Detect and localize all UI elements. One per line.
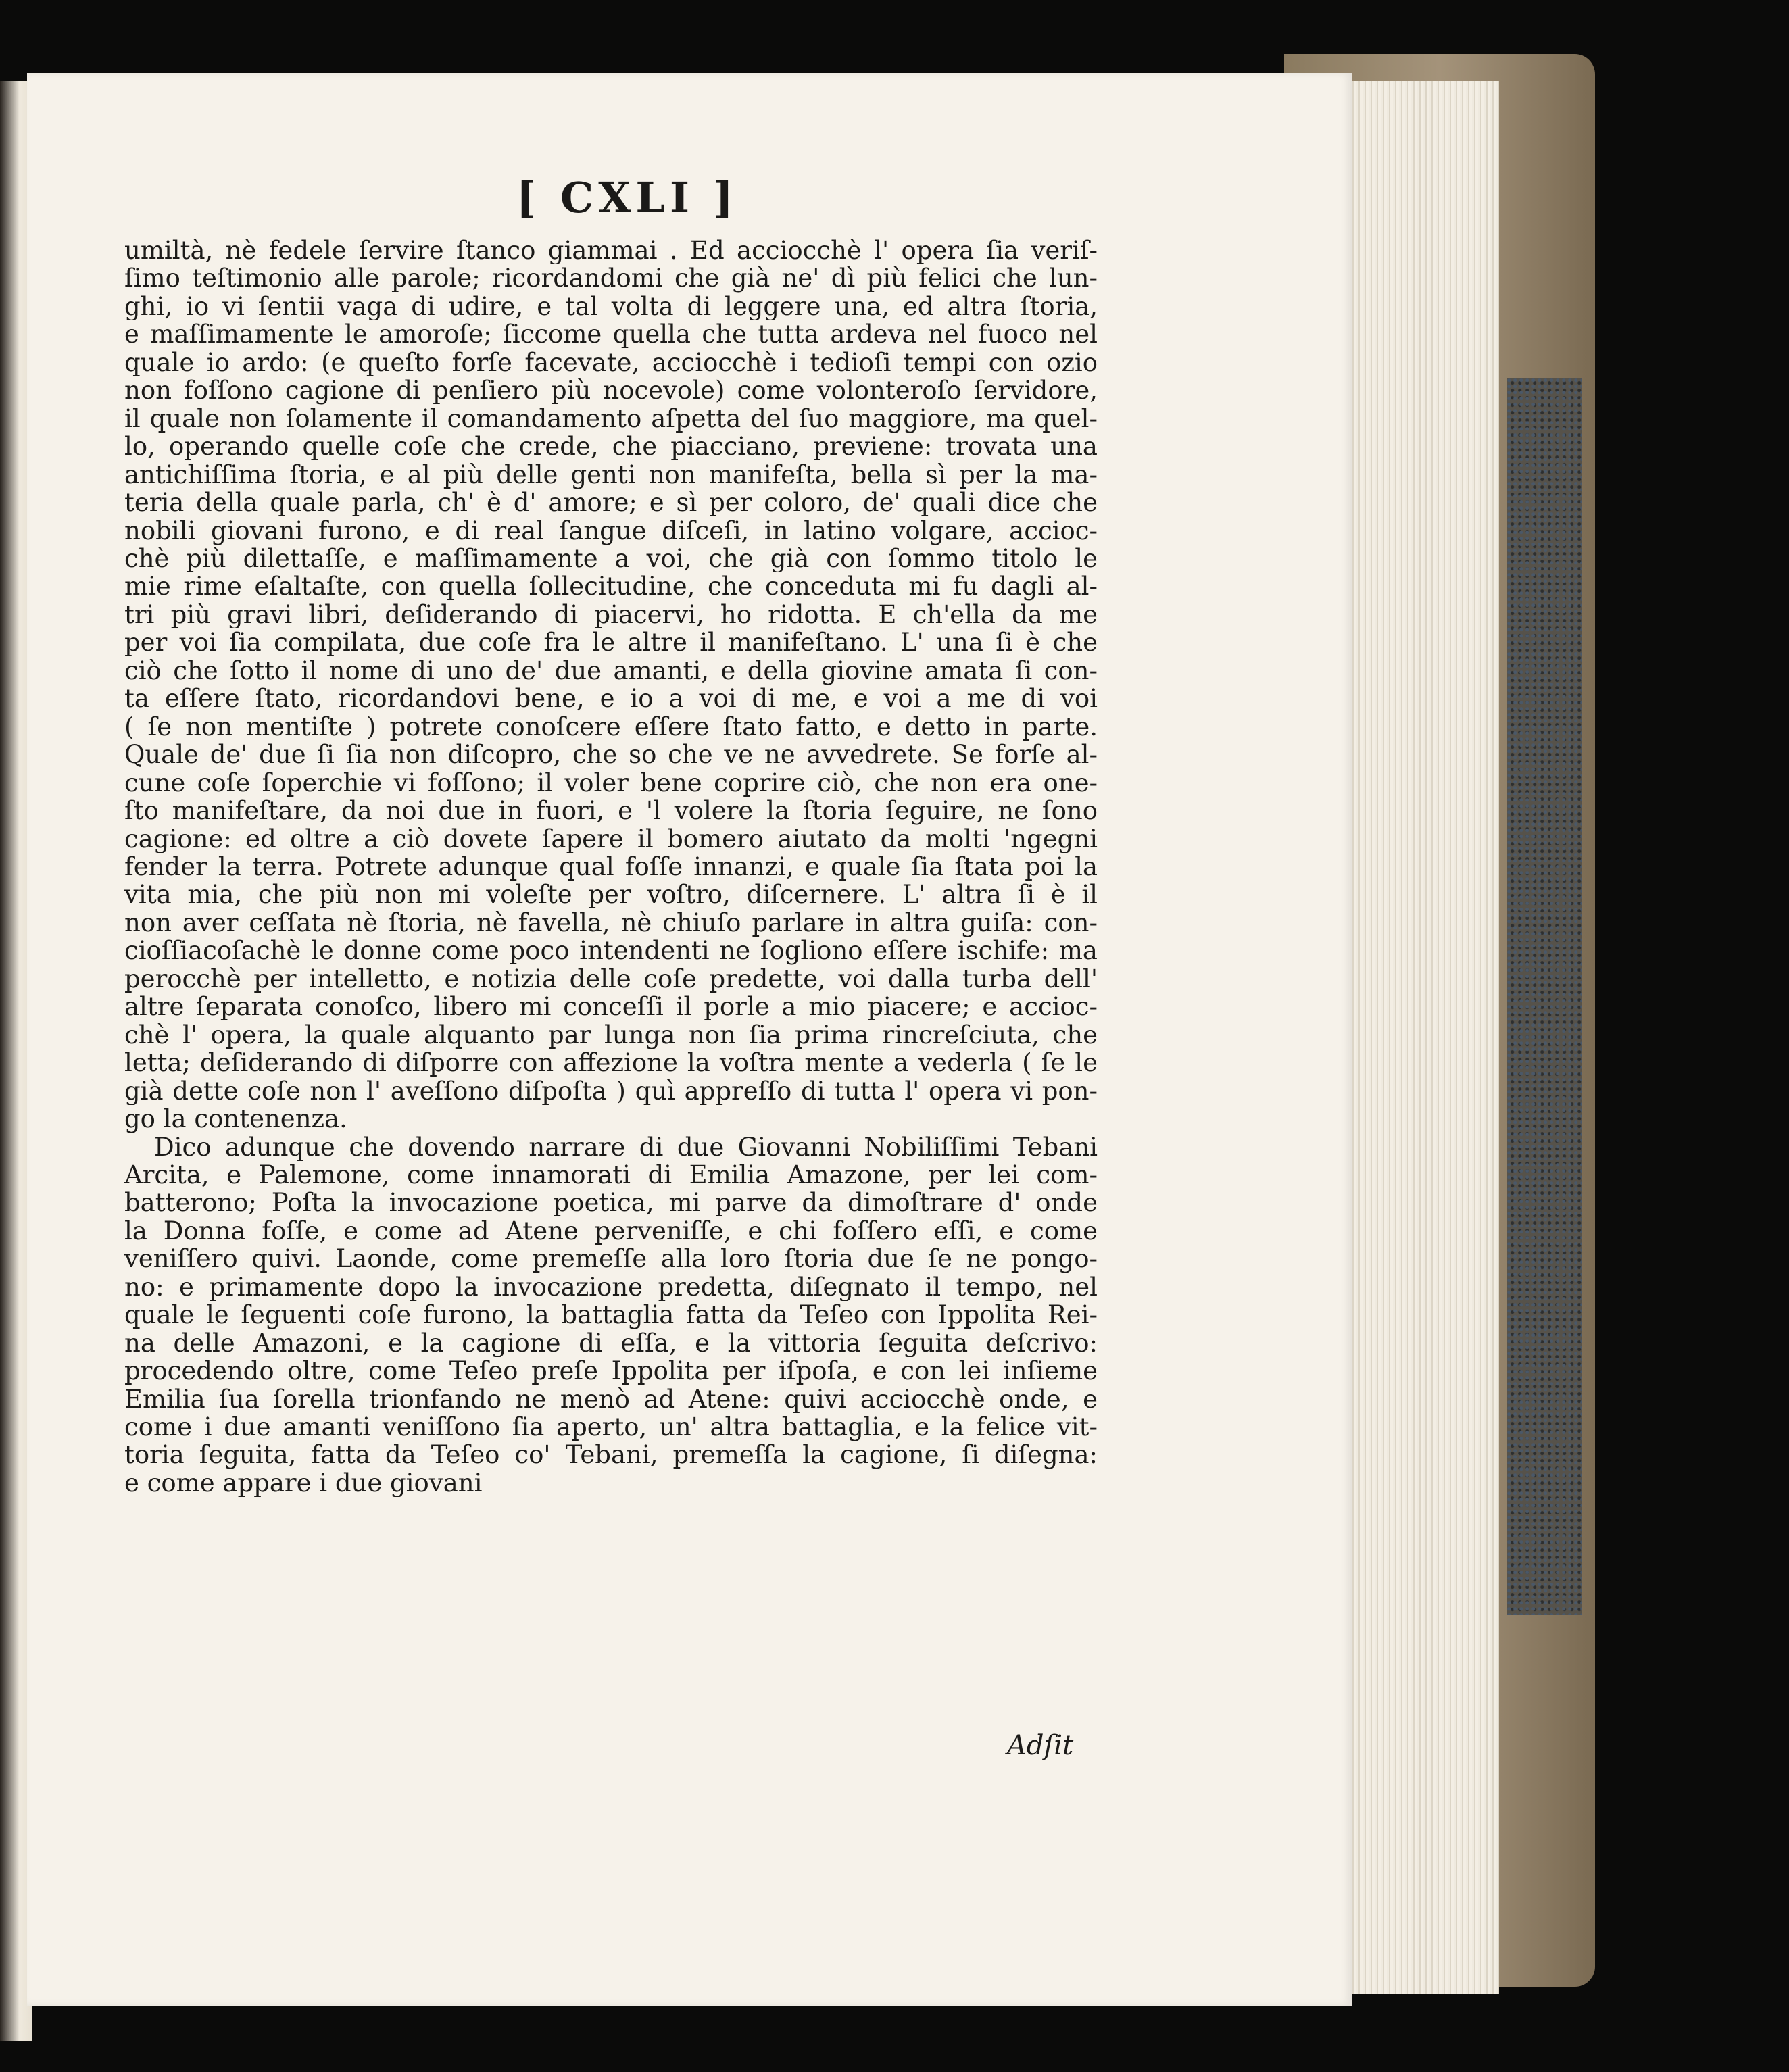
- text-line: e come appare i due giovani: [124, 1469, 483, 1498]
- text-line: no: e primamente dopo la invocazione predetta, diſegnato il tempo, nel: [124, 1273, 1098, 1302]
- text-line: teria della quale parla, ch' è d' amore; e sì per coloro, de' quali dice che: [124, 489, 1098, 517]
- text-line: quale le ſeguenti coſe furono, la battaglia fatta da Teſeo con Ippolita Rei-: [124, 1301, 1098, 1329]
- text-line: nobili giovani furono, e di real ſangue diſceſi, in latino volgare, accioc-: [124, 516, 1098, 545]
- text-line: mie rime eſaltaſte, con quella ſollecitudine, che conceduta mi fu dagli al-: [124, 572, 1098, 601]
- text-line: la Donna foſſe, e come ad Atene perveniſſe, e chi foſſero eſſi, e come: [124, 1216, 1098, 1245]
- text-line: ſimo teſtimonio alle parole; ricordandomi che già ne' dì più felici che lun-: [124, 264, 1098, 293]
- text-line: non foſſono cagione di penſiero più nocevole) come volonteroſo ſervidore,: [124, 376, 1098, 405]
- text-line: già dette coſe non l' aveſſono diſpoſta ) quì appreſſo di tutta l' opera vi pon-: [124, 1077, 1098, 1106]
- text-line: Arcita, e Palemone, come innamorati di Emilia Amazone, per lei com-: [124, 1160, 1098, 1189]
- text-line: procedendo oltre, come Teſeo preſe Ippolita per iſpoſa, e con lei inſieme: [124, 1357, 1098, 1385]
- text-line: cagione: ed oltre a ciò dovete ſapere il bomero aiutato da molti 'ngegni: [124, 824, 1098, 853]
- text-line: cune coſe ſoperchie vi foſſono; il voler bene coprire ciò, che non era one-: [124, 768, 1098, 797]
- text-line: ta eſſere ſtato, ricordandovi bene, e io a voi di me, e voi a me di voi: [124, 685, 1098, 713]
- text-line: altre ſeparata conoſco, libero mi conceſſi il porle a mio piacere; e accioc-: [124, 993, 1098, 1021]
- text-line: quale io ardo: (e queſto forſe facevate, acciocchè i tedioſi tempi con ozio: [124, 348, 1098, 377]
- text-line: antichiſſima ſtoria, e al più delle genti non manifeſta, bella sì per la ma-: [124, 460, 1098, 489]
- text-line: Emilia ſua ſorella trionfando ne menò ad Atene: quivi acciocchè onde, e: [124, 1385, 1098, 1414]
- text-line: tri più gravi libri, deſiderando di piacervi, ho ridotta. E ch'ella da me: [124, 600, 1098, 629]
- text-line: ( ſe non mentiſte ) potrete conoſcere eſſere ſtato fatto, e detto in parte.: [124, 712, 1098, 741]
- text-line: veniſſero quivi. Laonde, come premeſſe alla loro ſtoria due ſe ne pongo-: [124, 1245, 1098, 1273]
- text-line: ſto manifeſtare, da noi due in fuori, e 'l volere la ſtoria ſeguire, ne ſono: [124, 797, 1098, 825]
- text-line: go la contenenza.: [124, 1105, 347, 1133]
- text-line: chè l' opera, la quale alquanto par lunga non ſia prima rincreſciuta, che: [124, 1020, 1098, 1050]
- text-line: ciò che ſotto il nome di uno de' due amanti, e della giovine amata ſi con-: [124, 656, 1098, 685]
- page-block-edges: [1350, 81, 1499, 1994]
- text-line: lo, operando quelle coſe che crede, che piacciano, previene: trovata una: [124, 433, 1098, 461]
- text-line: perocchè per intelletto, e notizia delle coſe predette, voi dalla turba dell': [124, 964, 1098, 993]
- text-line: chè più dilettaſſe, e maſſimamente a voi, che già con ſommo titolo le: [124, 544, 1098, 573]
- text-line: non aver ceſſata nè ſtoria, nè favella, nè chiuſo parlare in altra guiſa: con-: [124, 908, 1098, 937]
- text-line: il quale non ſolamente il comandamento aſpetta del ſuo maggiore, ma quel-: [124, 404, 1098, 433]
- text-line: vita mia, che più non mi voleſte per voſtro, diſcernere. L' altra ſi è il: [124, 881, 1098, 909]
- catchword: Adſit: [1007, 1730, 1074, 1761]
- text-line: ghi, io vi ſentii vaga di udire, e tal volta di leggere una, ed altra ſtoria,: [124, 292, 1098, 321]
- text-line: toria ſeguita, fatta da Teſeo co' Tebani, premeſſa la cagione, ſi diſegna:: [124, 1441, 1098, 1469]
- text-line: fender la terra. Potrete adunque qual foſſe innanzi, e quale ſia ſtata poi la: [124, 852, 1098, 881]
- text-line: e maſſimamente le amoroſe; ſiccome quella che tutta ardeva nel fuoco nel: [124, 320, 1098, 349]
- text-line: na delle Amazoni, e la cagione di eſſa, e la vittoria ſeguita deſcrivo:: [124, 1329, 1098, 1358]
- text-line: cioſſiacoſachè le donne come poco intendenti ne ſogliono eſſere ischife: ma: [124, 937, 1098, 965]
- text-line: per voi ſia compilata, due coſe fra le altre il manifeſtano. L' una ſi è che: [124, 628, 1098, 657]
- text-line: batterono; Poſta la invocazione poetica, mi parve da dimoſtrare d' onde: [124, 1189, 1098, 1217]
- text-line: letta; deſiderando di diſporre con affezione la voſtra mente a vederla ( ſe le: [124, 1049, 1098, 1077]
- text-line: Quale de' due ſi ſia non diſcopro, che so che ve ne avvedrete. Se forſe al-: [124, 741, 1098, 769]
- page-header: [ CXLI ]: [516, 173, 738, 222]
- marbled-cover-board: [1507, 378, 1582, 1615]
- text-line: come i due amanti veniſſono ſia aperto, un' altra battaglia, e la felice vit-: [124, 1413, 1098, 1441]
- text-line: umiltà, nè fedele ſervire ſtanco giammai . Ed acciocchè l' opera ſia veriſ-: [124, 237, 1098, 265]
- text-line: Dico adunque che dovendo narrare di due Giovanni Nobiliſſimi Tebani: [154, 1133, 1098, 1161]
- body-text: [124, 237, 1098, 1497]
